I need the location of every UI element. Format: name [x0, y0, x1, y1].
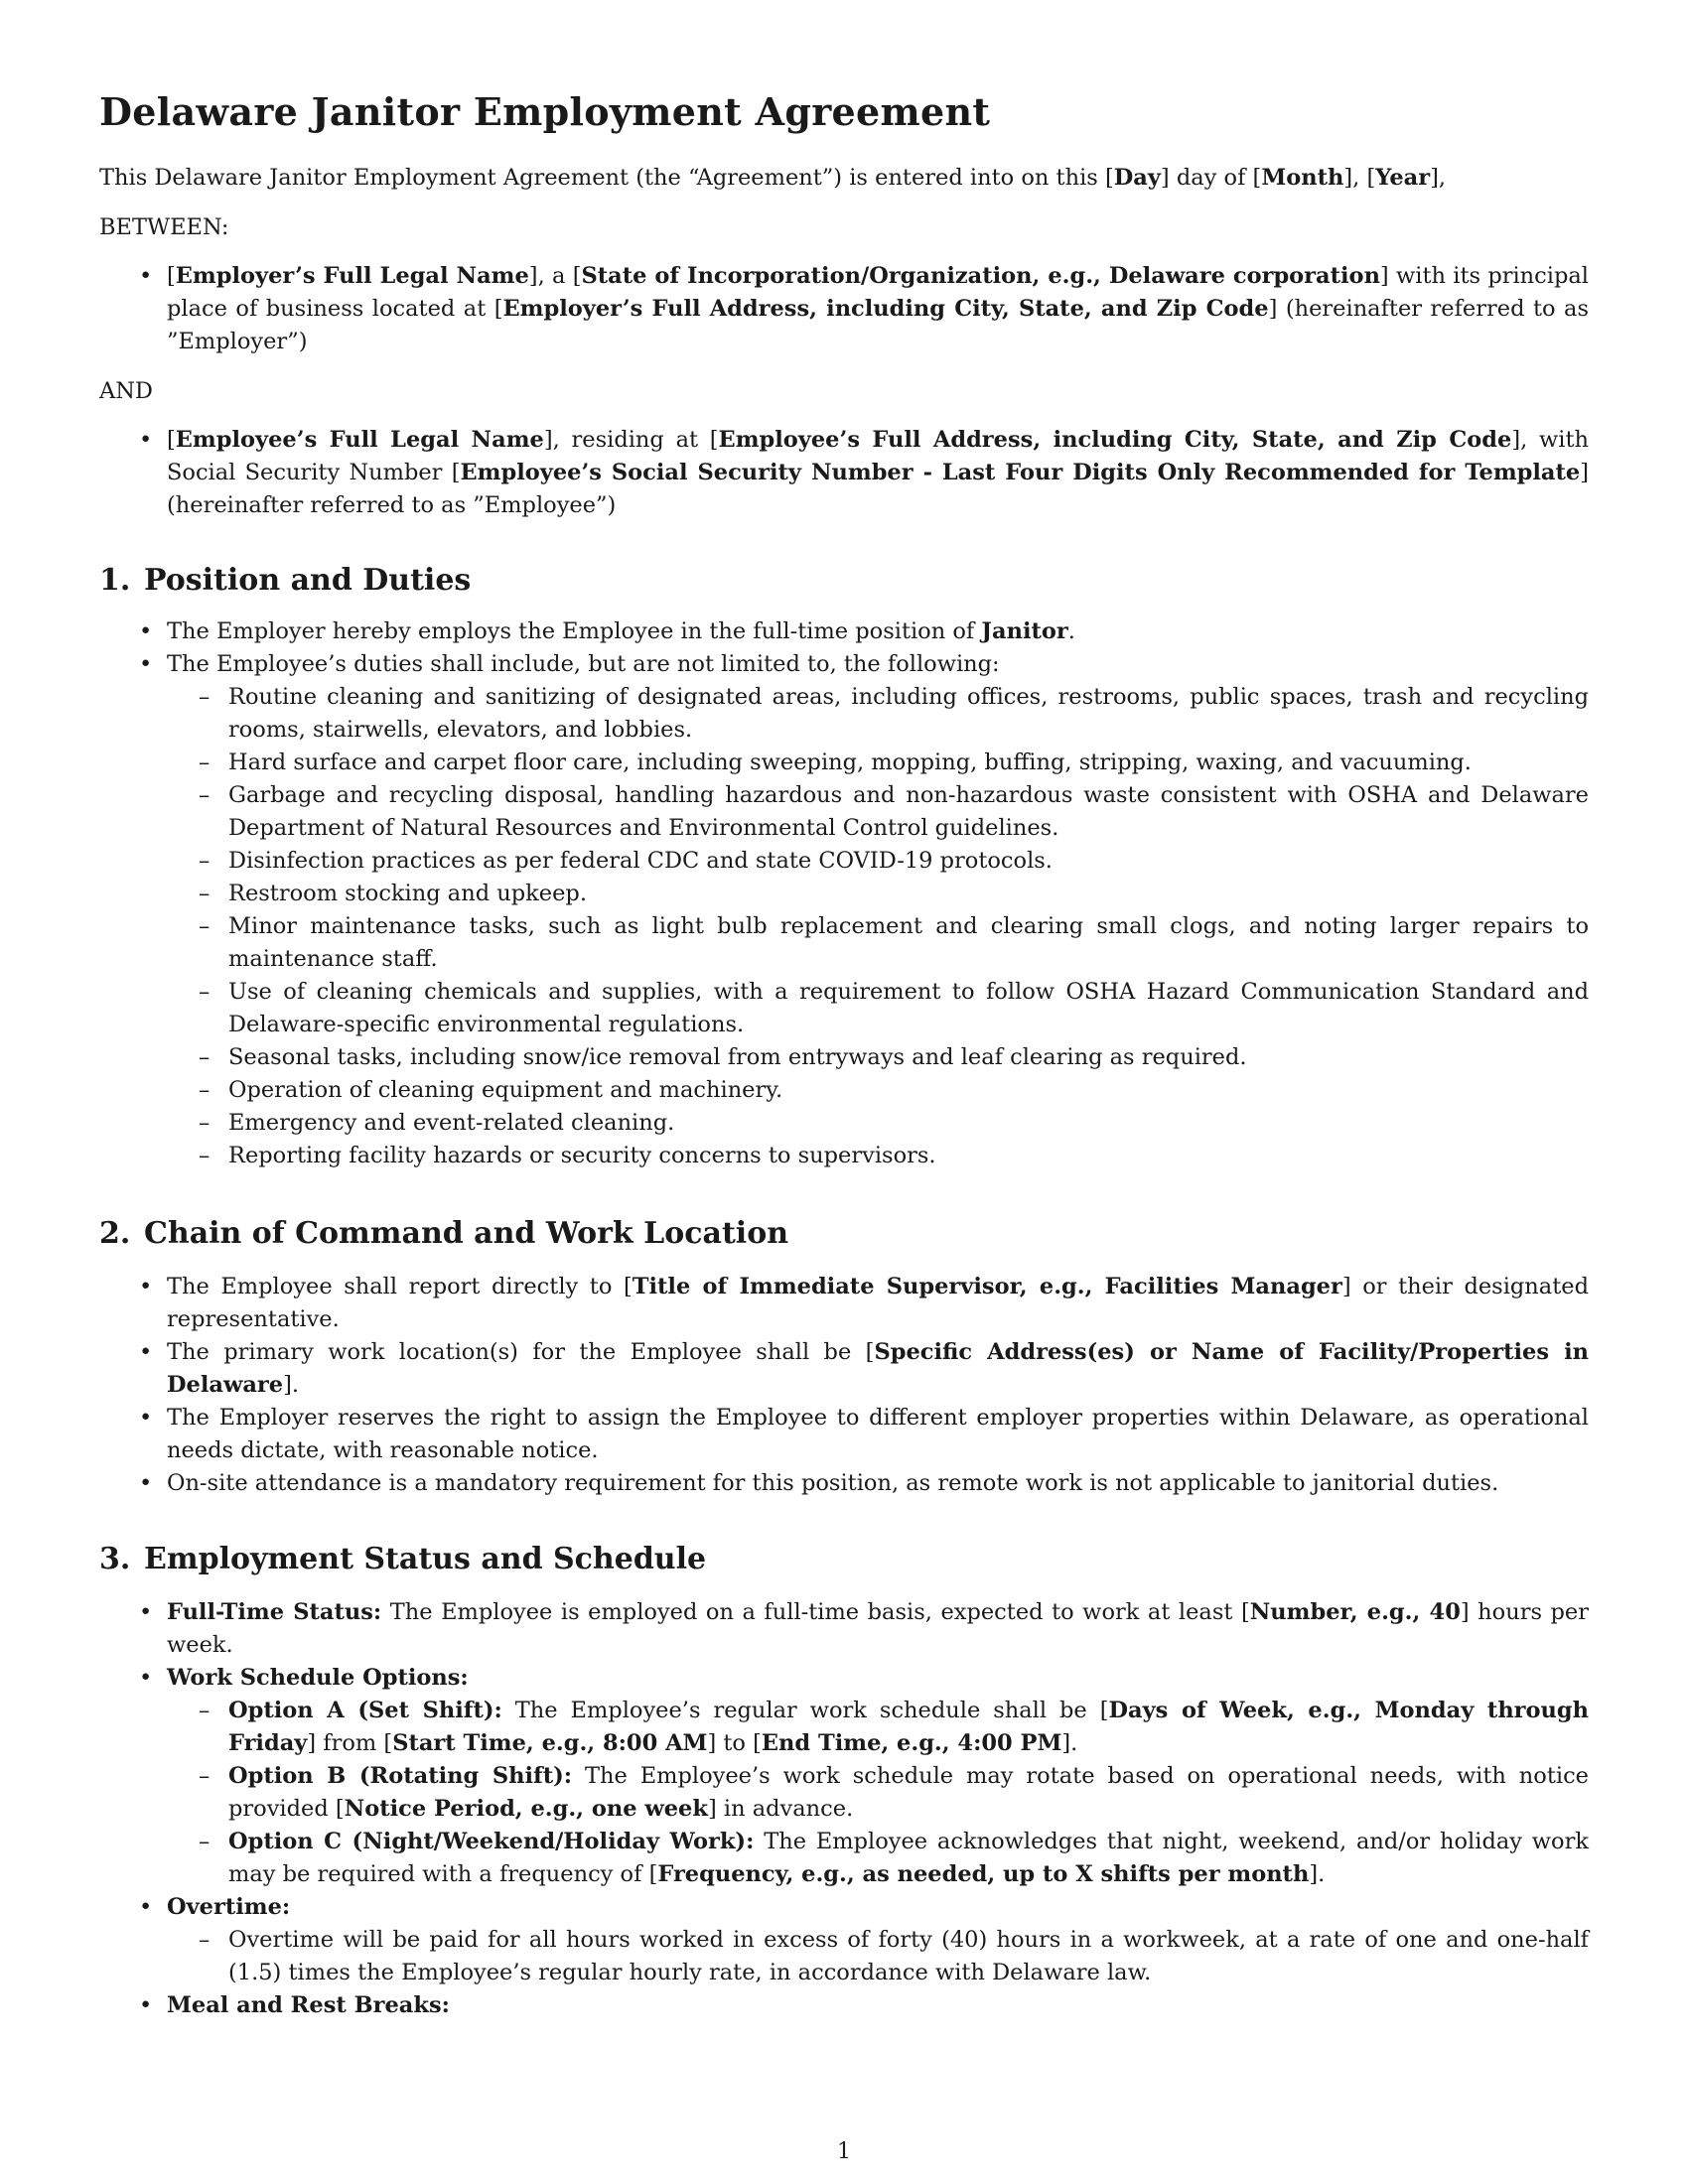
- item-text: .: [1067, 618, 1075, 644]
- section-2-list: [99, 1271, 1589, 1500]
- intro-text: ],: [1430, 165, 1447, 191]
- notice-period-placeholder: Notice Period, e.g., one week: [344, 1796, 708, 1822]
- option-text: The Employee’s regular work schedule shall be [: [501, 1698, 1109, 1723]
- item-label: Work Schedule Options:: [167, 1665, 469, 1691]
- duty-item: – Disinfection practices as per federal CDC and state COVID-19 protocols.: [167, 845, 1589, 878]
- intro-paragraph: [99, 162, 1589, 195]
- item-text: The Employee’s duties shall include, but are not limited to, the following:: [167, 651, 1000, 677]
- overtime-list: [167, 1924, 1589, 1989]
- employee-text: ], residing at [: [543, 427, 719, 453]
- list-item: • On-site attendance is a mandatory requirement for this position, as remote work is not applicable to janitorial duties.: [99, 1467, 1589, 1500]
- list-item: [99, 1596, 1589, 1662]
- employee-name-placeholder: Employee’s Full Legal Name: [175, 427, 544, 453]
- schedule-option: [167, 1760, 1589, 1826]
- duty-item: – Minor maintenance tasks, such as light bulb replacement and clearing small clogs, and noting larger repairs to maintenance staff.: [167, 910, 1589, 976]
- overtime-item: – Overtime will be paid for all hours worked in excess of forty (40) hours in a workweek, at a rate of one and one-half (1.5) times the Employee’s regular hourly rate, in accordance with Delaware law.: [167, 1924, 1589, 1989]
- option-label: Option C (Night/Weekend/Holiday Work):: [228, 1829, 755, 1854]
- day-placeholder: Day: [1113, 165, 1161, 191]
- duty-item: – Reporting facility hazards or security concerns to supervisors.: [167, 1140, 1589, 1172]
- section-number: 1.: [99, 563, 131, 598]
- duty-item: – Emergency and event-related cleaning.: [167, 1107, 1589, 1140]
- option-text: ].: [1309, 1861, 1326, 1887]
- intro-text: ] day of [: [1160, 165, 1262, 191]
- duty-item: – Use of cleaning chemicals and supplies, with a requirement to follow OSHA Hazard Communication Standard and Delaware-specific environmental regulations.: [167, 976, 1589, 1041]
- days-placeholder: Days of Week, e.g., Monday through Friday: [228, 1698, 1589, 1756]
- intro-text: This Delaware Janitor Employment Agreement (the “Agreement”) is entered into on this [: [99, 165, 1114, 191]
- intro-text: ], [: [1343, 165, 1376, 191]
- section-3-heading: [99, 1542, 706, 1576]
- page-number: 1: [837, 2139, 851, 2164]
- year-placeholder: Year: [1375, 165, 1431, 191]
- hours-placeholder: Number, e.g., 40: [1249, 1599, 1461, 1625]
- item-label: Full-Time Status:: [167, 1599, 382, 1625]
- employer-party: [99, 260, 1589, 358]
- section-2-heading: [99, 1216, 788, 1251]
- option-text: ] in advance.: [707, 1796, 854, 1822]
- employer-text: ] (hereinafter referred to as ”Employer”): [167, 296, 1589, 354]
- item-text: The Employer hereby employs the Employee in the full-time position of: [167, 618, 982, 644]
- schedule-option: [167, 1826, 1589, 1891]
- list-item: [99, 1336, 1589, 1402]
- duty-item: – Routine cleaning and sanitizing of designated areas, including offices, restrooms, public spaces, trash and recycling rooms, stairwells, elevators, and lobbies.: [167, 681, 1589, 747]
- duty-item: – Restroom stocking and upkeep.: [167, 878, 1589, 910]
- employer-text: ], a [: [528, 263, 582, 289]
- item-text: The primary work location(s) for the Employee shall be [: [167, 1339, 875, 1365]
- employer-list: [99, 260, 1589, 358]
- duty-item: – Hard surface and carpet floor care, including sweeping, mopping, buffing, stripping, waxing, and vacuuming.: [167, 747, 1589, 779]
- schedule-option: [167, 1695, 1589, 1760]
- list-item: [99, 1271, 1589, 1336]
- option-text: ] from [: [307, 1730, 393, 1756]
- employee-text: ] (hereinafter referred to as ”Employee”): [167, 460, 1589, 518]
- frequency-placeholder: Frequency, e.g., as needed, up to X shifts per month: [657, 1861, 1310, 1887]
- list-item: • The Employer reserves the right to assign the Employee to different employer properties within Delaware, as operational needs dictate, with reasonable notice.: [99, 1402, 1589, 1467]
- list-item: [99, 1662, 1589, 1891]
- option-text: ].: [1061, 1730, 1078, 1756]
- employer-name-placeholder: Employer’s Full Legal Name: [175, 263, 529, 289]
- section-number: 3.: [99, 1542, 131, 1576]
- list-item: [99, 615, 1589, 648]
- option-text: The Employee’s work schedule may rotate based on operational needs, with notice provided [: [228, 1763, 1589, 1822]
- employer-state-placeholder: State of Incorporation/Organization, e.g., Delaware corporation: [581, 263, 1380, 289]
- employee-list: [99, 424, 1589, 522]
- section-3-list: [99, 1596, 1589, 2022]
- list-item: [99, 648, 1589, 1172]
- document-title: Delaware Janitor Employment Agreement: [99, 89, 991, 134]
- option-text: The Employee acknowledges that night, weekend, and/or holiday work may be required with a frequency of [: [228, 1829, 1589, 1887]
- work-location-placeholder: Specific Address(es) or Name of Facility/Properties in Delaware: [167, 1339, 1589, 1398]
- schedule-options-list: [167, 1695, 1589, 1891]
- employee-party: [99, 424, 1589, 522]
- item-text: ].: [283, 1372, 300, 1398]
- section-1-heading: [99, 563, 471, 598]
- duty-item: – Garbage and recycling disposal, handling hazardous and non-hazardous waste consistent with OSHA and Delaware Department of Natural Resources and Environmental Control guidelines.: [167, 779, 1589, 845]
- employee-ssn-placeholder: Employee’s Social Security Number - Last Four Digits Only Recommended for Template: [460, 460, 1581, 485]
- item-label: Meal and Rest Breaks:: [167, 1992, 450, 2018]
- duty-item: – Seasonal tasks, including snow/ice removal from entryways and leaf clearing as required.: [167, 1041, 1589, 1074]
- employee-address-placeholder: Employee’s Full Address, including City, State, and Zip Code: [718, 427, 1512, 453]
- employer-address-placeholder: Employer’s Full Address, including City, State, and Zip Code: [502, 296, 1269, 322]
- item-text: The Employee shall report directly to [: [167, 1274, 633, 1299]
- employee-text: ], with Social Security Number [: [167, 427, 1589, 485]
- item-text: The Employee is employed on a full-time basis, expected to work at least [: [381, 1599, 1250, 1625]
- item-text: ] hours per week.: [167, 1599, 1590, 1658]
- option-label: Option A (Set Shift):: [228, 1698, 502, 1723]
- and-label: AND: [99, 378, 153, 404]
- duty-item: – Operation of cleaning equipment and machinery.: [167, 1074, 1589, 1107]
- item-text: ] or their designated representative.: [167, 1274, 1589, 1332]
- position-title: Janitor: [981, 618, 1068, 644]
- duties-list: [167, 681, 1589, 1172]
- employer-text: ] with its principal place of business located at [: [167, 263, 1589, 322]
- section-title: Chain of Command and Work Location: [144, 1216, 789, 1251]
- section-title: Employment Status and Schedule: [144, 1542, 707, 1576]
- option-text: ] to [: [707, 1730, 762, 1756]
- bracket: [: [167, 427, 176, 453]
- section-number: 2.: [99, 1216, 131, 1251]
- start-time-placeholder: Start Time, e.g., 8:00 AM: [392, 1730, 708, 1756]
- list-item: [99, 1989, 1589, 2022]
- section-title: Position and Duties: [144, 563, 472, 598]
- end-time-placeholder: End Time, e.g., 4:00 PM: [761, 1730, 1062, 1756]
- bracket: [: [167, 263, 176, 289]
- supervisor-placeholder: Title of Immediate Supervisor, e.g., Facilities Manager: [632, 1274, 1342, 1299]
- section-1-list: [99, 615, 1589, 1172]
- option-label: Option B (Rotating Shift):: [228, 1763, 573, 1789]
- list-item: [99, 1891, 1589, 1989]
- item-label: Overtime:: [167, 1894, 291, 1920]
- month-placeholder: Month: [1261, 165, 1344, 191]
- between-label: BETWEEN:: [99, 214, 229, 240]
